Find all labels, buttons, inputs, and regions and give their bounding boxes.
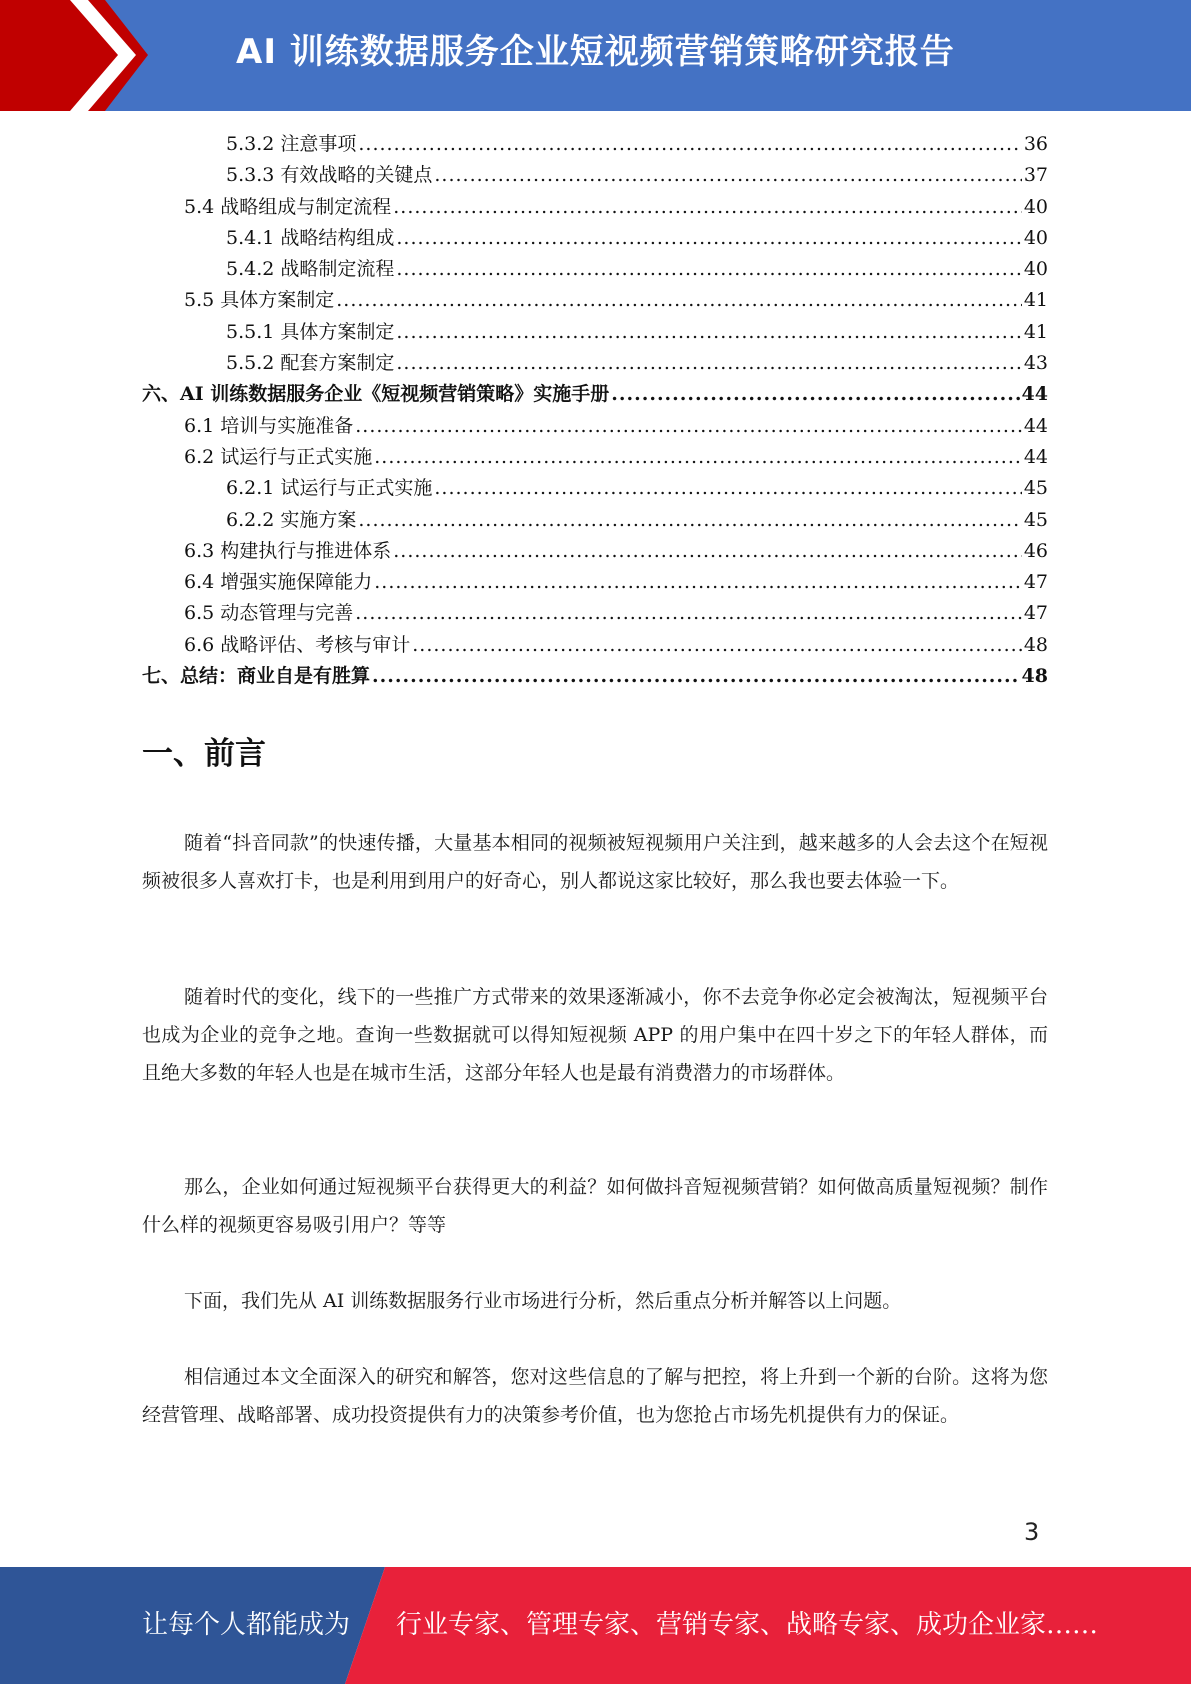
toc-entry[interactable] <box>142 630 1048 661</box>
toc-entry-page: 37 <box>1023 164 1048 187</box>
toc-entry-label: 5.5.2 配套方案制定 <box>226 352 395 375</box>
paragraph-4: 下面，我们先从 AI 训练数据服务行业市场进行分析，然后重点分析并解答以上问题。 <box>184 1290 902 1312</box>
toc-entry-label: 6.5 动态管理与完善 <box>184 602 354 625</box>
toc-leader-dots <box>434 160 1021 191</box>
toc-entry-label: 6.4 增强实施保障能力 <box>184 571 373 594</box>
toc-entry-page: 44 <box>1023 445 1048 468</box>
toc-entry-label: 6.2.1 试运行与正式实施 <box>226 477 433 500</box>
toc-entry-page: 40 <box>1023 226 1048 249</box>
toc-entry-label: 6.6 战略评估、考核与审计 <box>184 633 411 656</box>
toc-entry-page: 48 <box>1023 633 1048 656</box>
toc-entry[interactable] <box>142 505 1048 536</box>
toc-entry[interactable] <box>142 160 1048 191</box>
toc-entry[interactable] <box>142 348 1048 379</box>
section-title: 一、前言 <box>142 736 266 772</box>
footer-slogan-left: 让每个人都能成为 <box>142 1610 351 1640</box>
toc-leader-dots <box>355 411 1022 442</box>
toc-entry-label: 六、AI 训练数据服务企业《短视频营销策略》实施手册 <box>142 383 610 406</box>
toc-leader-dots <box>396 317 1021 348</box>
toc-entry[interactable] <box>142 473 1048 504</box>
toc-entry-page: 48 <box>1021 665 1048 688</box>
toc-entry[interactable] <box>142 567 1048 598</box>
page-number: 3 <box>1024 1518 1040 1546</box>
toc-entry-page: 43 <box>1023 352 1048 375</box>
toc-entry-page: 45 <box>1023 508 1048 531</box>
toc-leader-dots <box>393 192 1022 223</box>
toc-entry[interactable] <box>142 223 1048 254</box>
toc-leader-dots <box>396 348 1021 379</box>
paragraph-3: 那么，企业如何通过短视频平台获得更大的利益？如何做抖音短视频营销？如何做高质量短视频？制作什么样的视频更容易吸引用户？等等 <box>142 1176 1048 1236</box>
toc-leader-dots <box>434 473 1021 504</box>
toc-leader-dots <box>358 129 1021 160</box>
footer-slogan-right: 行业专家、管理专家、营销专家、战略专家、成功企业家…… <box>396 1610 1099 1640</box>
paragraph-2: 随着时代的变化，线下的一些推广方式带来的效果逐渐减小，你不去竞争你必定会被淘汰，短视频平台也成为企业的竞争之地。查询一些数据就可以得知短视频 APP 的用户集中在四十岁之下的年轻人群体，而且绝大多数的年轻人也是在城市生活，这部分年轻人也是最有消费潜力的市场群体。 <box>142 986 1048 1084</box>
toc-entry[interactable] <box>142 129 1048 160</box>
toc-leader-dots <box>412 630 1022 661</box>
toc-entry-page: 44 <box>1023 414 1048 437</box>
paragraph-1: 随着“抖音同款”的快速传播，大量基本相同的视频被短视频用户关注到，越来越多的人会去这个在短视频被很多人喜欢打卡，也是利用到用户的好奇心，别人都说这家比较好，那么我也要去体验一下。 <box>142 832 1048 892</box>
toc-entry[interactable] <box>142 598 1048 629</box>
toc-entry-page: 47 <box>1023 602 1048 625</box>
toc-leader-dots <box>355 598 1022 629</box>
toc-leader-dots <box>374 442 1022 473</box>
toc-leader-dots <box>396 254 1021 285</box>
toc-entry[interactable] <box>142 411 1048 442</box>
toc-leader-dots <box>396 223 1021 254</box>
toc-leader-dots <box>358 505 1021 536</box>
toc-entry-label: 5.5 具体方案制定 <box>184 289 335 312</box>
toc-entry-label: 5.3.2 注意事项 <box>226 133 357 155</box>
toc-entry-page: 41 <box>1023 289 1048 312</box>
table-of-contents <box>142 129 1048 692</box>
toc-entry[interactable] <box>142 536 1048 567</box>
toc-entry-page: 40 <box>1023 195 1048 218</box>
toc-entry-label: 5.5.1 具体方案制定 <box>226 320 395 343</box>
toc-entry-page: 41 <box>1023 320 1048 343</box>
toc-entry-page: 40 <box>1023 258 1048 281</box>
toc-entry[interactable] <box>142 285 1048 316</box>
toc-entry[interactable] <box>142 254 1048 285</box>
toc-entry[interactable] <box>142 192 1048 223</box>
toc-leader-dots <box>372 661 1020 692</box>
page-footer <box>0 1567 1191 1684</box>
toc-entry-label: 6.2.2 实施方案 <box>226 508 357 531</box>
toc-entry-label: 6.1 培训与实施准备 <box>184 414 354 437</box>
toc-entry-page: 36 <box>1023 133 1048 155</box>
toc-entry-label: 5.4 战略组成与制定流程 <box>184 195 392 218</box>
toc-entry-label: 5.4.1 战略结构组成 <box>226 226 395 249</box>
toc-entry[interactable] <box>142 379 1048 410</box>
paragraph-5: 相信通过本文全面深入的研究和解答，您对这些信息的了解与把控，将上升到一个新的台阶。这将为您经营管理、战略部署、成功投资提供有力的决策参考价值，也为您抢占市场先机提供有力的保证。 <box>142 1366 1048 1426</box>
toc-entry[interactable] <box>142 317 1048 348</box>
toc-entry-label: 6.3 构建执行与推进体系 <box>184 539 392 562</box>
toc-entry-label: 七、总结：商业自是有胜算 <box>142 665 371 688</box>
toc-leader-dots <box>374 567 1022 598</box>
toc-entry[interactable] <box>142 442 1048 473</box>
toc-entry[interactable] <box>142 661 1048 692</box>
toc-entry-page: 44 <box>1021 383 1048 406</box>
toc-entry-label: 5.4.2 战略制定流程 <box>226 258 395 281</box>
toc-leader-dots <box>336 285 1022 316</box>
toc-entry-page: 47 <box>1023 571 1048 594</box>
toc-entry-label: 5.3.3 有效战略的关键点 <box>226 164 433 187</box>
toc-leader-dots <box>393 536 1022 567</box>
toc-entry-label: 6.2 试运行与正式实施 <box>184 445 373 468</box>
toc-leader-dots <box>611 379 1019 410</box>
page-header <box>0 0 1191 111</box>
report-title: AI 训练数据服务企业短视频营销策略研究报告 <box>236 32 955 72</box>
toc-entry-page: 45 <box>1023 477 1048 500</box>
toc-entry-page: 46 <box>1023 539 1048 562</box>
